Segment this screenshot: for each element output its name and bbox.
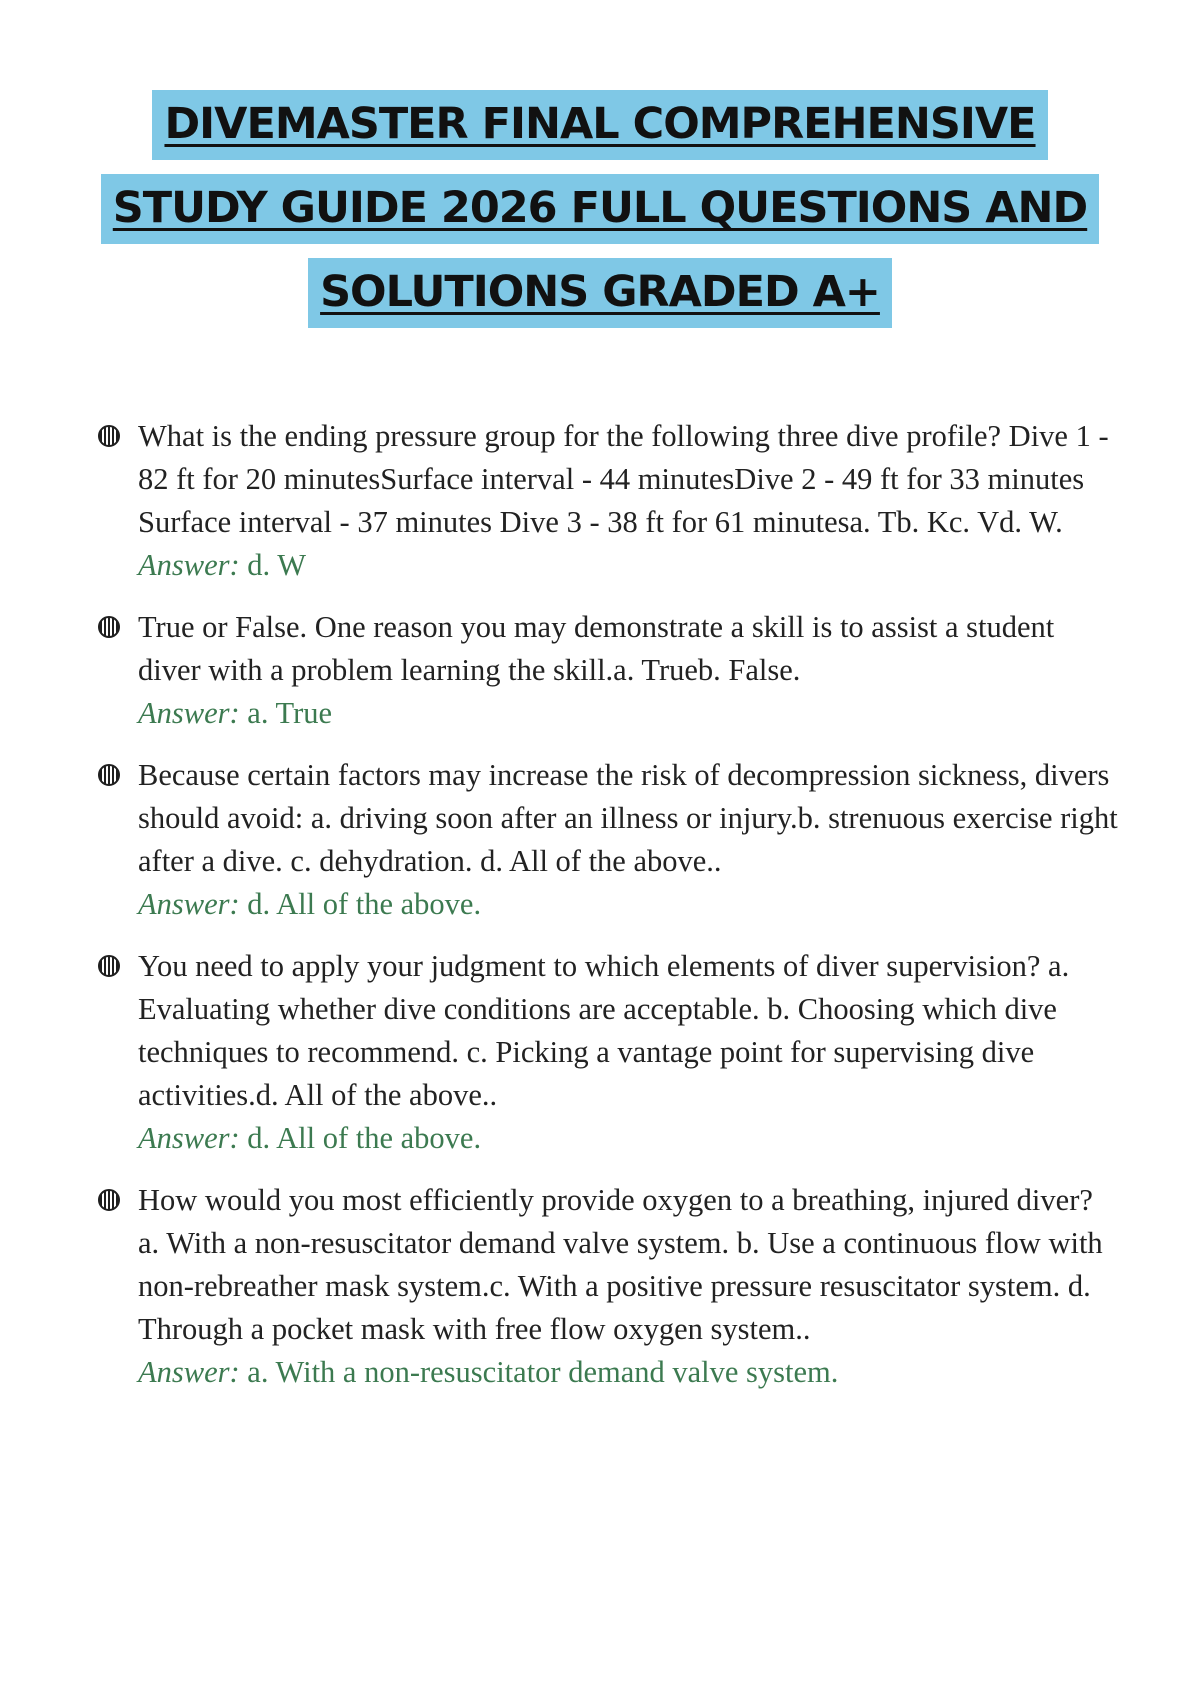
question-text: Because certain factors may increase the risk of decompression sickness, divers should avoid: a. driving soon after an illness or injury.b. strenuous exercise right after a dive. c. dehydration. d. All of the above.. [138,758,1118,878]
striped-circle-bullet-icon [98,1189,120,1211]
answer-line [138,1117,1118,1160]
qa-item-4 [98,945,1118,1160]
answer-line [138,692,1118,735]
qa-item-5 [98,1179,1118,1394]
answer-label: Answer: [138,1355,240,1389]
answer-label: Answer: [138,696,240,730]
answer-line [138,883,1118,926]
title-line-2: STUDY GUIDE 2026 FULL QUESTIONS AND [101,174,1099,244]
question-text: How would you most efficiently provide oxygen to a breathing, injured diver? a. With a non-resuscitator demand valve system. b. Use a continuous flow with non-rebreather mask system.c. With a positive pressure resuscitator system. d. Through a pocket mask with free flow oxygen system.. [138,1183,1103,1346]
answer-label: Answer: [138,1121,240,1155]
qa-item-1 [98,415,1118,587]
question-text: You need to apply your judgment to which elements of diver supervision? a. Evaluating whether dive conditions are acceptable. b. Choosing which dive techniques to recommend. c. Picking a vantage point for supervising dive activities.d. All of the above.. [138,949,1070,1112]
title-line-1: DIVEMASTER FINAL COMPREHENSIVE [152,90,1047,160]
striped-circle-bullet-icon [98,425,120,447]
qa-item-2 [98,606,1118,735]
question-text: True or False. One reason you may demonstrate a skill is to assist a student diver with a problem learning the skill.a. Trueb. False. [138,610,1055,687]
answer-label: Answer: [138,887,240,921]
answer-label: Answer: [138,548,240,582]
answer-text: d. All of the above. [247,1121,482,1155]
document-title [0,90,1200,342]
answer-text: a. With a non-resuscitator demand valve system. [247,1355,839,1389]
question-text: What is the ending pressure group for the following three dive profile? Dive 1 - 82 ft for 20 minutesSurface interval - 44 minutesDive 2 - 49 ft for 33 minutes Surface interval - 37 minutes Dive 3 - 38 ft for 61 minutesa. Tb. Kc. Vd. W. [138,419,1109,539]
answer-line [138,1351,1118,1394]
question-list [98,415,1118,1413]
answer-line [138,544,1118,587]
answer-text: d. All of the above. [247,887,482,921]
title-line-3: SOLUTIONS GRADED A+ [308,258,892,328]
striped-circle-bullet-icon [98,955,120,977]
answer-text: d. W [247,548,307,582]
answer-text: a. True [247,696,333,730]
striped-circle-bullet-icon [98,616,120,638]
qa-item-3 [98,754,1118,926]
striped-circle-bullet-icon [98,764,120,786]
